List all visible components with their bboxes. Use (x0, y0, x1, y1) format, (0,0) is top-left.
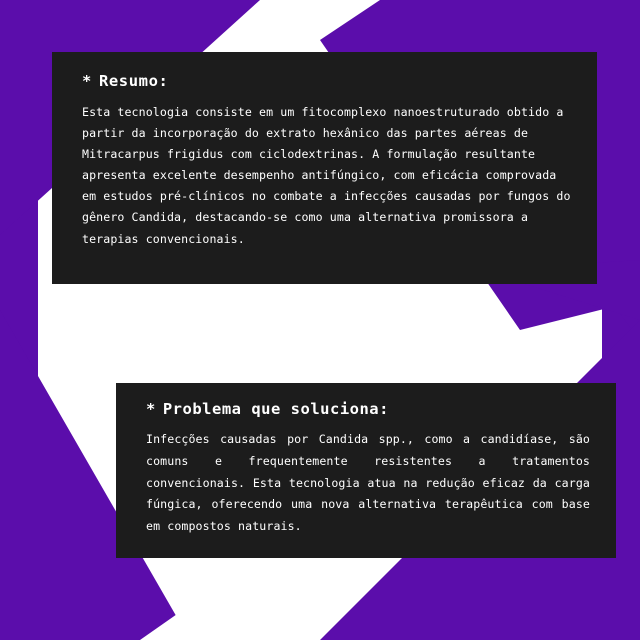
card-problema-body: Infecções causadas por Candida spp., como a candidíase, são comuns e frequentemente resistentes a tratamentos convencionais. Esta tecnologia atua na redução eficaz da carga fúngica, oferecendo uma nova alternativa terapêutica com base em compostos naturais. (146, 432, 590, 534)
card-resumo (52, 52, 597, 284)
card-problema (116, 383, 616, 558)
asterisk-icon: * (82, 72, 92, 90)
card-resumo-heading (82, 72, 571, 90)
card-problema-heading (146, 400, 590, 418)
card-resumo-body: Esta tecnologia consiste em um fitocomplexo nanoestruturado obtido a partir da incorporação do extrato hexânico das partes aéreas de Mitracarpus frigidus com ciclodextrinas. A formulação resultante apresenta excelente desempenho antifúngico, com eficácia comprovada em estudos pré-clínicos no combate a infecções causadas por fungos do gênero Candida, destacando-se como uma alternativa promissora a terapias convencionais. (82, 105, 571, 246)
card-problema-heading-text: Problema que soluciona: (162, 400, 389, 418)
card-resumo-heading-text: Resumo: (98, 72, 169, 90)
asterisk-icon: * (146, 400, 156, 418)
